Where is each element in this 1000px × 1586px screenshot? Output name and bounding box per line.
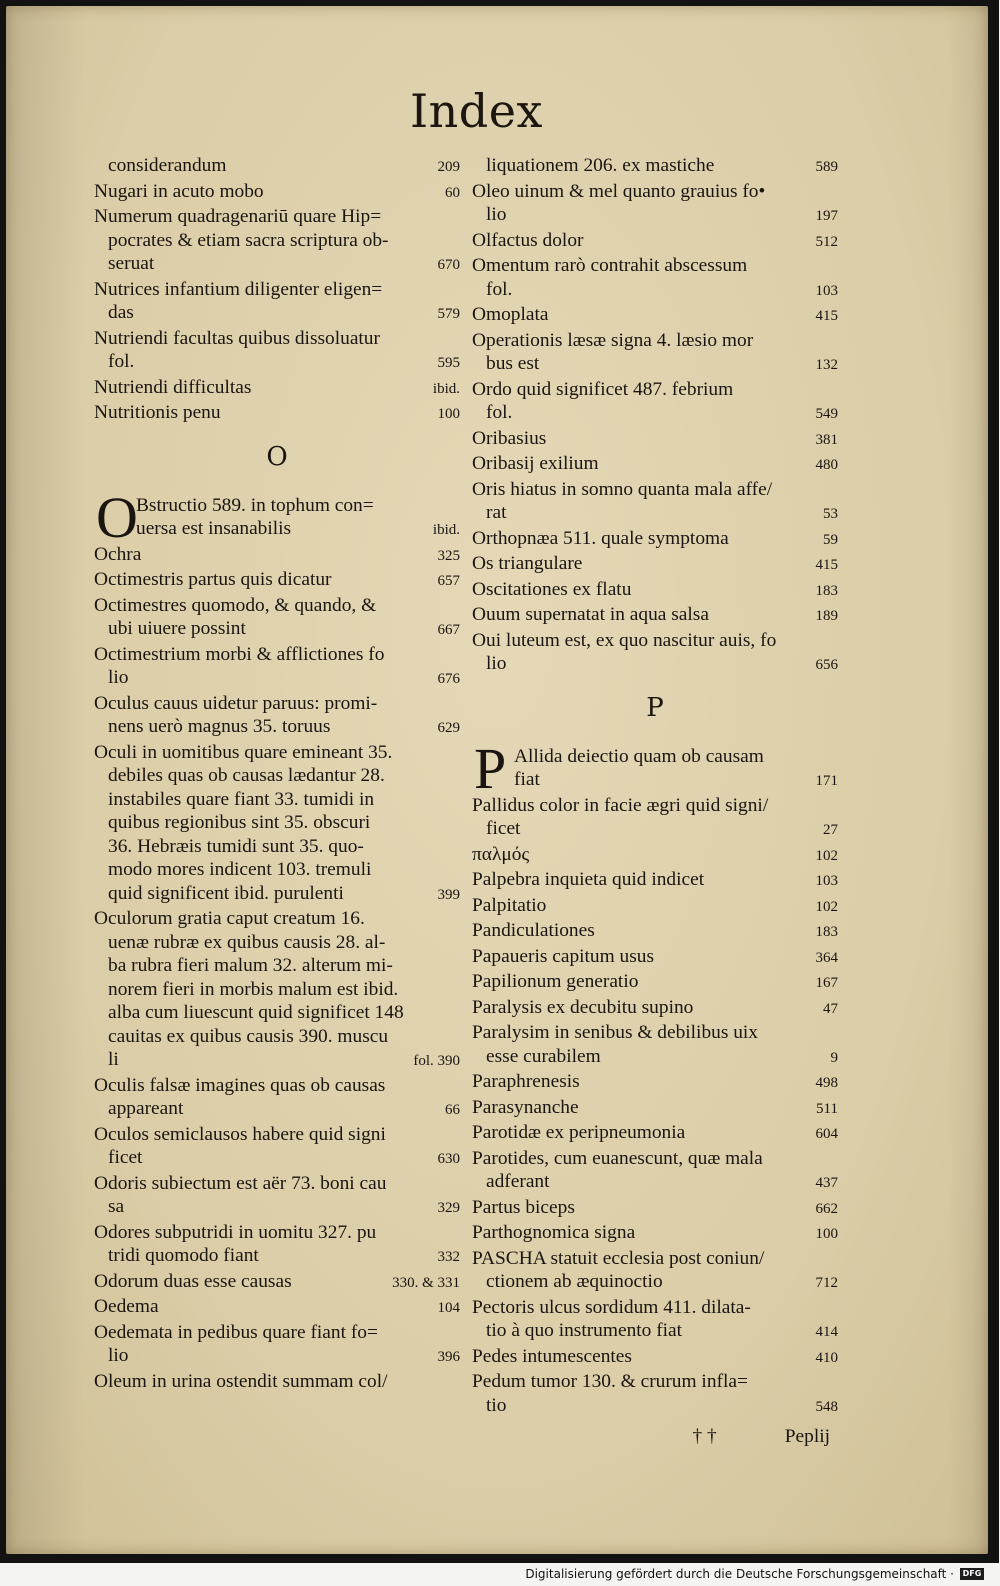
entry-page: 415 [815, 308, 838, 324]
entry-page: 329 [437, 1200, 460, 1216]
right-entries-p [472, 794, 838, 1420]
entry-line [472, 452, 838, 478]
entry-continuation: ba rubra fieri malum 32. alterum mi- [108, 955, 393, 976]
index-entry [472, 154, 838, 180]
section-letter-o: O [266, 441, 288, 472]
entry-text: Oleo uinum & mel quanto grauius fo• [472, 180, 766, 202]
index-entry [94, 1370, 460, 1394]
entry-text: Ordo quid significet 487. febrium [472, 378, 734, 400]
entry-text: Odorum duas esse causas [94, 1270, 292, 1292]
signature-mark: † † [692, 1426, 717, 1447]
entry-page: 410 [815, 1349, 838, 1366]
entry-last-line [94, 617, 460, 643]
entry-text: Oculus cauus uidetur paruus: promi- [94, 692, 378, 714]
entry-line [472, 1221, 838, 1247]
entry-page: 364 [815, 949, 838, 966]
entry-last-line [472, 817, 838, 843]
index-entry [94, 154, 460, 180]
entry-text: Papaueris capitum usus [472, 945, 655, 967]
entry-line [94, 180, 460, 206]
entry-page: 102 [815, 898, 838, 915]
right-entries [472, 154, 838, 678]
entry-page: 589 [815, 159, 838, 175]
index-entry [472, 452, 838, 478]
index-entry [472, 1221, 838, 1247]
dropcap-p: P [474, 735, 507, 801]
entry-text: tridi quomodo fiant [108, 1245, 259, 1266]
digitization-footer [0, 1563, 1000, 1586]
entry-page: 100 [437, 406, 460, 422]
entry-text: Bstructio 589. in tophum con= [136, 494, 374, 516]
entry-text: Nutrices infantium diligenter eligen= [94, 278, 383, 300]
entry-continuation: debiles quas ob causas lædantur 28. [108, 765, 385, 786]
entry-text: Nutritionis penu [94, 402, 221, 423]
index-entry [472, 180, 838, 229]
entry-text: Pallidus color in facie ægri quid signi/ [472, 794, 769, 816]
entry-line [94, 401, 460, 427]
index-entry [94, 1321, 460, 1370]
entry-line [472, 1196, 838, 1222]
entry-text: Oculi in uomitibus quare emineant 35. [94, 741, 393, 763]
index-entry [472, 254, 838, 303]
entry-page: fol. 390 [413, 1053, 460, 1069]
entry-text: bus est [486, 353, 540, 374]
entry-last-line [472, 1045, 838, 1071]
entry-page: 9 [830, 1049, 838, 1066]
entry-last-line [472, 501, 838, 527]
index-entry [94, 741, 460, 908]
index-entry [472, 843, 838, 869]
index-entry [94, 1123, 460, 1172]
entry-text: ctionem ab æquinoctio [486, 1271, 663, 1292]
entry-page: 657 [437, 573, 460, 589]
entry-text: Pectoris ulcus sordidum 411. dilata- [472, 1296, 751, 1318]
index-entry [472, 1121, 838, 1147]
index-entry [94, 1270, 460, 1296]
entry-line [94, 543, 460, 569]
entry-text: Octimestris partus quis dicatur [94, 569, 332, 590]
entry-page: 670 [437, 257, 460, 273]
index-entry [472, 1345, 838, 1371]
index-entry [472, 996, 838, 1022]
index-entry [472, 578, 838, 604]
entry-page: 667 [437, 622, 460, 638]
entry-line [472, 868, 838, 894]
entry-text: Oedemata in pedibus quare fiant fo= [94, 1321, 378, 1343]
o-first-entry [94, 484, 460, 550]
entry-page: 104 [437, 1300, 460, 1316]
entry-text: Odores subputridi in uomitu 327. pu [94, 1221, 377, 1243]
entry-page: 59 [823, 531, 838, 548]
entry-line [472, 154, 838, 180]
left-entries [94, 154, 460, 427]
entry-last-line [472, 203, 838, 229]
entry-last-line [94, 715, 460, 741]
entry-text: Parotidæ ex peripneumonia [472, 1122, 686, 1143]
entry-last-line [94, 301, 460, 327]
entry-page: 66 [445, 1102, 460, 1118]
section-letter-p: P [646, 692, 664, 723]
entry-page: 332 [437, 1249, 460, 1265]
index-entry [472, 894, 838, 920]
entry-text: Palpebra inquieta quid indicet [472, 869, 705, 890]
entry-page: 511 [816, 1100, 838, 1117]
entry-page: 183 [815, 582, 838, 599]
index-entry [472, 527, 838, 553]
entry-page: 330. & 331 [392, 1274, 460, 1291]
index-entry [472, 378, 838, 427]
entry-text: Pedes intumescentes [472, 1345, 632, 1367]
entry-last-line [94, 1048, 460, 1074]
entry-continuation: cauitas ex quibus causis 390. muscu [108, 1025, 389, 1047]
entry-page: 171 [815, 773, 838, 789]
entry-text: quid significent ibid. purulenti [108, 882, 344, 904]
entry-text: Oui luteum est, ex quo nascitur auis, fo [472, 629, 777, 651]
entry-page: 167 [815, 975, 838, 991]
index-entry [94, 643, 460, 692]
entry-line [94, 1370, 460, 1394]
index-entry [94, 327, 460, 376]
entry-continuation: quibus regionibus sint 35. obscuri [108, 812, 371, 833]
entry-text: ficet [486, 818, 521, 839]
index-entry [472, 229, 838, 255]
entry-line [472, 1345, 838, 1371]
entry-last-line [472, 278, 838, 304]
entry-page: 712 [815, 1275, 838, 1291]
index-entry [472, 603, 838, 629]
entry-last-line [136, 517, 460, 543]
page-footer-line [472, 1425, 838, 1449]
entry-line [472, 843, 838, 869]
entry-text: Operationis læsæ signa 4. læsio mor [472, 329, 754, 351]
entry-text: Pandiculationes [472, 920, 595, 941]
entry-text: παλμός [472, 843, 530, 865]
index-entry [94, 1295, 460, 1321]
index-entry [94, 180, 460, 206]
entry-text: sa [108, 1196, 125, 1217]
entry-last-line [94, 666, 460, 692]
entry-page: 47 [823, 1000, 838, 1017]
entry-page: 60 [445, 184, 460, 201]
entry-text: Oculis falsæ imagines quas ob causas [94, 1074, 386, 1096]
entry-text: appareant [108, 1098, 184, 1119]
entry-page: 414 [815, 1324, 838, 1340]
entry-last-line [94, 1146, 460, 1172]
entry-text: Pedum tumor 130. & crurum infla= [472, 1371, 748, 1392]
entry-text: tio à quo instrumento fiat [486, 1320, 683, 1341]
entry-line [472, 996, 838, 1022]
index-entry [472, 552, 838, 578]
index-entry [94, 907, 460, 1074]
entry-last-line [472, 1319, 838, 1345]
entry-page: 396 [437, 1349, 460, 1365]
entry-text: Oculorum gratia caput creatum 16. [94, 908, 365, 929]
entry-page: 103 [815, 282, 838, 299]
entry-text: tio [486, 1394, 507, 1416]
dropcap-o: O [96, 484, 138, 550]
entry-continuation: norem fieri in morbis malum est ibid. [108, 978, 399, 1000]
entry-text: nens uerò magnus 35. toruus [108, 716, 331, 737]
entry-text: Palpitatio [472, 894, 547, 916]
entry-last-line [94, 1344, 460, 1370]
entry-page: 595 [437, 355, 460, 371]
index-entry [472, 1247, 838, 1296]
entry-line [472, 919, 838, 945]
entry-text: Papilionum generatio [472, 971, 639, 992]
entry-text: PASCHA statuit ecclesia post coniun/ [472, 1247, 765, 1269]
entry-text: Nugari in acuto mobo [94, 180, 264, 202]
entry-last-line [514, 768, 838, 794]
entry-text: seruat [108, 253, 155, 274]
catchword: Peplij [784, 1426, 830, 1447]
entry-line [472, 578, 838, 604]
index-entry [472, 629, 838, 678]
entry-text: Octimestres quomodo, & quando, & [94, 594, 377, 616]
index-entry [472, 919, 838, 945]
entry-line [472, 1121, 838, 1147]
index-entry [472, 1096, 838, 1122]
right-column [472, 154, 838, 1449]
entry-text: Oscitationes ex flatu [472, 578, 632, 600]
entry-continuation: modo mores indicent 103. tremuli [108, 859, 372, 880]
index-entry [472, 303, 838, 329]
entry-text: Parthognomica signa [472, 1222, 636, 1243]
entry-text: lio [108, 667, 129, 688]
entry-text: das [108, 302, 134, 323]
entry-continuation: uenæ rubræ ex quibus causis 28. al- [108, 931, 386, 953]
entry-line [472, 527, 838, 553]
entry-text: Nutriendi difficultas [94, 376, 252, 398]
entry-text: Allida deiectio quam ob causam [514, 745, 764, 767]
page-title: Index [410, 84, 543, 138]
entry-text: lio [108, 1345, 129, 1366]
entry-last-line [94, 252, 460, 278]
entry-text: Os triangulare [472, 553, 583, 574]
footer-credit: Digitalisierung gefördert durch die Deutsche Forschungsgemeinschaft · [525, 1567, 954, 1581]
entry-text: Oris hiatus in somno quanta mala affe/ [472, 478, 773, 500]
entry-page: 53 [823, 506, 838, 522]
entry-page: 676 [437, 671, 460, 687]
entry-text: lio [486, 653, 507, 674]
entry-page: 415 [815, 557, 838, 573]
entry-line [94, 1270, 460, 1296]
entry-text: Omoplata [472, 304, 549, 325]
entry-page: 512 [815, 233, 838, 250]
entry-last-line [472, 401, 838, 427]
entry-page: 549 [815, 406, 838, 422]
index-entry [94, 692, 460, 741]
entry-page: 604 [815, 1126, 838, 1142]
index-entry [94, 594, 460, 643]
entry-line [472, 603, 838, 629]
index-entry [472, 1370, 838, 1419]
entry-text: considerandum [108, 155, 227, 176]
entry-line [472, 970, 838, 996]
entry-page: 399 [437, 886, 460, 903]
index-entry [472, 478, 838, 527]
entry-last-line [472, 652, 838, 678]
entry-line [94, 154, 460, 180]
entry-page: 132 [815, 357, 838, 373]
entry-last-line [94, 1097, 460, 1123]
entry-line [94, 376, 460, 402]
entry-text: Oleum in urina ostendit summam col/ [94, 1370, 388, 1392]
entry-line [472, 945, 838, 971]
entry-text: Olfactus dolor [472, 229, 584, 251]
book-page [6, 6, 988, 1554]
index-entry [472, 1021, 838, 1070]
entry-page: 579 [437, 306, 460, 322]
entry-line [94, 568, 460, 594]
entry-text: Odoris subiectum est aër 73. boni cau [94, 1172, 387, 1194]
index-entry [94, 1172, 460, 1221]
p-first-entry [472, 735, 838, 801]
entry-page: 629 [437, 720, 460, 736]
entry-page: 189 [815, 608, 838, 624]
index-entry [94, 376, 460, 402]
entry-last-line [94, 882, 460, 908]
entry-page: 498 [815, 1075, 838, 1091]
entry-text: fol. [486, 402, 513, 423]
left-entries-o [94, 543, 460, 1394]
index-entry [94, 278, 460, 327]
entry-line [472, 1070, 838, 1096]
entry-last-line [94, 1244, 460, 1270]
entry-text: Parotides, cum euanescunt, quæ mala [472, 1147, 763, 1169]
entry-text: uersa est insanabilis [136, 518, 292, 539]
entry-text: Paralysis ex decubitu supino [472, 996, 694, 1018]
entry-last-line [472, 1270, 838, 1296]
entry-page: 325 [437, 547, 460, 564]
index-entry [94, 1074, 460, 1123]
entry-page: 656 [815, 657, 838, 673]
entry-text: Oedema [94, 1296, 159, 1317]
entry-page: 630 [437, 1151, 460, 1167]
index-entry [472, 1196, 838, 1222]
entry-text: ubi uiuere possint [108, 618, 246, 639]
entry-text: li [108, 1049, 119, 1070]
entry-last-line [94, 350, 460, 376]
entry-continuation: 36. Hebræis tumidi sunt 35. quo- [108, 835, 364, 857]
index-entry [472, 1296, 838, 1345]
index-entry [472, 970, 838, 996]
entry-text: fol. [486, 278, 513, 300]
entry-text: rat [486, 502, 507, 523]
entry-text: liquationem 206. ex mastiche [486, 155, 715, 176]
entry-last-line [94, 1195, 460, 1221]
index-entry [472, 945, 838, 971]
entry-text: Ochra [94, 543, 142, 565]
entry-page: 480 [815, 457, 838, 473]
entry-page: 103 [815, 873, 838, 889]
entry-page: 381 [815, 431, 838, 448]
entry-text: Ouum supernatat in aqua salsa [472, 604, 709, 625]
entry-page: ibid. [432, 380, 460, 397]
index-entry [472, 427, 838, 453]
entry-continuation: pocrates & etiam sacra scriptura ob- [108, 229, 389, 251]
entry-text: Oribasius [472, 427, 547, 449]
index-entry [94, 1221, 460, 1270]
index-entry [472, 1147, 838, 1196]
entry-page: 100 [815, 1226, 838, 1242]
entry-text: adferant [486, 1171, 550, 1192]
entry-text: esse curabilem [486, 1045, 601, 1067]
left-column [94, 154, 460, 1393]
entry-text: fiat [514, 769, 540, 790]
entry-text: Oculos semiclausos habere quid signi [94, 1123, 386, 1145]
entry-text: Parasynanche [472, 1096, 579, 1118]
entry-line [472, 894, 838, 920]
index-entry [472, 794, 838, 843]
entry-text: Oribasij exilium [472, 453, 599, 474]
entry-line [472, 303, 838, 329]
index-entry [94, 205, 460, 278]
entry-continuation: instabiles quare fiant 33. tumidi in [108, 788, 375, 810]
entry-text: lio [486, 204, 507, 225]
entry-text: fol. [108, 351, 135, 372]
entry-text: Omentum rarò contrahit abscessum [472, 255, 748, 276]
entry-page: ibid. [432, 522, 460, 538]
entry-text: Orthopnæa 511. quale symptoma [472, 527, 729, 549]
entry-line [94, 1295, 460, 1321]
entry-page: 197 [815, 208, 838, 224]
entry-last-line [472, 1170, 838, 1196]
entry-last-line [472, 352, 838, 378]
entry-page: 548 [815, 1398, 838, 1415]
entry-page: 102 [815, 847, 838, 864]
entry-page: 183 [815, 924, 838, 940]
entry-last-line [472, 1394, 838, 1420]
index-entry [94, 401, 460, 427]
index-entry [472, 868, 838, 894]
entry-text: Octimestrium morbi & afflictiones fo [94, 643, 385, 665]
entry-text: Paraphrenesis [472, 1071, 580, 1092]
entry-line [472, 1096, 838, 1122]
entry-text: Nutriendi facultas quibus dissoluatur [94, 327, 380, 349]
entry-page: 209 [437, 159, 460, 175]
index-entry [94, 543, 460, 569]
entry-line [472, 427, 838, 453]
entry-text: Partus biceps [472, 1196, 575, 1218]
entry-text: Paralysim in senibus & debilibus uix [472, 1022, 759, 1043]
dfg-logo: DFG [960, 1568, 984, 1580]
entry-page: 662 [815, 1200, 838, 1217]
index-entry [94, 568, 460, 594]
entry-text: ficet [108, 1147, 143, 1168]
entry-continuation: alba cum liuescunt quid significet 148 [108, 1002, 404, 1023]
index-entry [472, 1070, 838, 1096]
entry-line [472, 552, 838, 578]
entry-page: 437 [815, 1175, 838, 1191]
index-entry [472, 329, 838, 378]
entry-line [472, 229, 838, 255]
entry-text: Numerum quadragenariū quare Hip= [94, 206, 382, 227]
entry-page: 27 [823, 822, 838, 838]
